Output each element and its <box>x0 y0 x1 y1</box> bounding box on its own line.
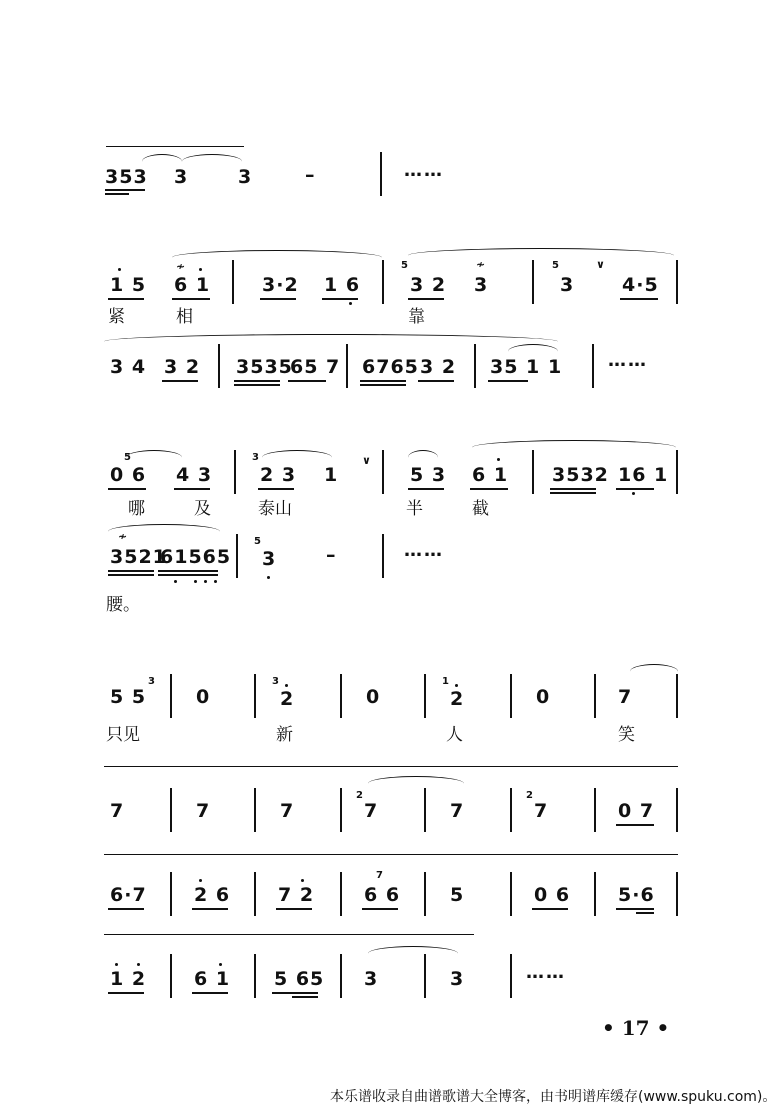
note: 2 6 <box>194 884 231 906</box>
note: 5 <box>450 884 465 906</box>
lyric: 只见 <box>106 725 140 745</box>
lyric: 半 <box>406 499 423 519</box>
continuation: …… <box>608 350 648 371</box>
score-row-5: ≁ 3521 61565 5 3 – …… 腰。 <box>0 520 776 610</box>
note: 3532 <box>552 464 609 486</box>
note: 3 <box>364 968 379 990</box>
note: 6765 <box>362 356 419 378</box>
note: 3521 <box>110 546 167 568</box>
note: 61565 <box>160 546 232 568</box>
note: 65 7 <box>290 356 341 378</box>
note: 6 1 <box>194 968 231 990</box>
note: 4·5 <box>622 274 659 296</box>
note: 7 2 <box>278 884 315 906</box>
note: 5·6 <box>618 884 655 906</box>
note: 1 <box>324 464 339 486</box>
lyric: 靠 <box>408 307 425 327</box>
note: 0 <box>536 686 551 708</box>
grace-note: 1 <box>442 676 449 687</box>
note: 5 5 <box>110 686 147 708</box>
note: 7 <box>196 800 211 822</box>
source-footer: 本乐谱收录自曲谱歌谱大全博客，由书明谱库缓存(www.spuku.com)。 <box>330 1089 776 1105</box>
continuation: …… <box>526 962 566 983</box>
lyric: 腰。 <box>106 595 140 615</box>
grace-note: 5 <box>401 260 408 271</box>
lyric: 笑 <box>618 725 635 745</box>
note: 3 2 <box>410 274 447 296</box>
score-row-4: ∨ 5 0 6 4 3 3 2 3 1 5 3 6 1 3532 16 1 哪 及 泰山 半 截 <box>0 430 776 520</box>
lyric: 截 <box>472 499 489 519</box>
note: 3 <box>474 274 489 296</box>
score-row-2: ≁ ≁ ∨ 1 5 6 1 3·2 1 6 5 3 2 3 5 3 4·5 紧 相 靠 <box>0 240 776 330</box>
note: 6 6 <box>364 884 401 906</box>
note: 0 6 <box>110 464 147 486</box>
note: 1 5 <box>110 274 147 296</box>
continuation: …… <box>404 540 444 561</box>
note: 3 2 <box>420 356 457 378</box>
note: 7 <box>618 686 633 708</box>
continuation: …… <box>404 160 444 181</box>
note: 1 <box>548 356 563 378</box>
grace-note: 7 <box>376 870 383 881</box>
note: 3·2 <box>262 274 299 296</box>
score-row-8 <box>0 846 776 916</box>
score-row-3 <box>0 330 776 390</box>
note: 35 1 <box>490 356 541 378</box>
note: 7 <box>280 800 295 822</box>
grace-note: 3 <box>272 676 279 687</box>
page-number: • 17 • <box>602 1016 670 1040</box>
grace-note: 2 <box>526 790 533 801</box>
note: 7 <box>110 800 125 822</box>
note: 3 <box>174 166 189 188</box>
note: 6 1 <box>174 274 211 296</box>
note: 3 <box>262 548 277 570</box>
score-row-1 <box>0 140 776 200</box>
lyric: 相 <box>176 307 193 327</box>
note: 0 6 <box>534 884 571 906</box>
note: 4 3 <box>176 464 213 486</box>
score-row-7 <box>0 760 776 830</box>
note: 3 2 <box>164 356 201 378</box>
lyric: 新 <box>276 725 293 745</box>
note: 0 <box>366 686 381 708</box>
note: 3535 <box>236 356 293 378</box>
grace-note: 5 <box>124 452 131 463</box>
note: 16 1 <box>618 464 669 486</box>
note: 3 <box>238 166 253 188</box>
note: 3 <box>560 274 575 296</box>
note: 353 <box>105 166 148 188</box>
note: 1 6 <box>324 274 361 296</box>
note: 0 7 <box>618 800 655 822</box>
grace-note: 3 <box>252 452 259 463</box>
note: 7 <box>534 800 549 822</box>
score-row-9 <box>0 928 776 998</box>
grace-note: 2 <box>356 790 363 801</box>
note: 2 3 <box>260 464 297 486</box>
note: 5 3 <box>410 464 447 486</box>
dash: – <box>305 164 316 186</box>
note: 0 <box>196 686 211 708</box>
note: 7 <box>450 800 465 822</box>
lyric: 紧 <box>108 307 125 327</box>
note: 2 <box>280 688 295 710</box>
note: 6 1 <box>472 464 509 486</box>
grace-note: 5 <box>254 536 261 547</box>
grace-note: 5 <box>552 260 559 271</box>
note: 3 <box>450 968 465 990</box>
lyric: 及 <box>194 499 211 519</box>
note: 1 2 <box>110 968 147 990</box>
grace-note: 3 <box>148 676 155 687</box>
note: 3 4 <box>110 356 147 378</box>
lyric: 人 <box>446 725 463 745</box>
note: 7 <box>364 800 379 822</box>
lyric: 哪 <box>128 499 145 519</box>
note: 2 <box>450 688 465 710</box>
score-row-6 <box>0 656 776 746</box>
note: 5 65 <box>274 968 325 990</box>
lyric: 泰山 <box>258 499 292 519</box>
dash: – <box>326 544 337 566</box>
note: 6·7 <box>110 884 147 906</box>
